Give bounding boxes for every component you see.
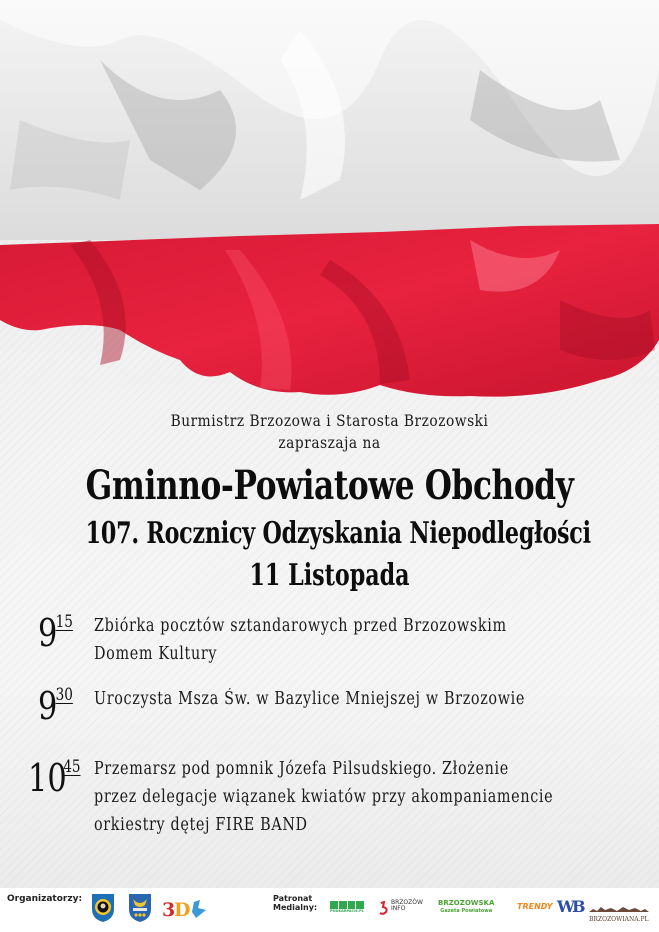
- brzozowska-line: Gazeta Powiatowa: [440, 908, 493, 914]
- brzozow-info-text: [391, 900, 423, 912]
- invite-line-2: zapraszaja na: [278, 433, 381, 452]
- brzozowska-gazeta-logo: [438, 899, 494, 915]
- time-minute: 15: [55, 612, 73, 632]
- brzozow-info-logo: [379, 900, 389, 919]
- wb-logo: WB: [557, 897, 583, 916]
- schedule-time: [38, 684, 73, 728]
- description-line: Uroczysta Msza Św. w Bazylice Mniejszej w Brzozowie: [94, 689, 526, 709]
- trendy-logo: TRENDY: [517, 902, 553, 911]
- invite-line-1: Burmistrz Brzozowa i Starosta Brzozowski: [170, 411, 489, 430]
- description-line: orkiestry dętej FIRE BAND: [94, 815, 308, 835]
- schedule-description: [94, 685, 553, 713]
- description-line: Zbiórka pocztów sztandarowych przed Brzozowskim: [94, 616, 507, 636]
- description-line: Przemarsz pod pomnik Józefa Pilsudskiego. Złożenie: [94, 759, 509, 779]
- svg-text:D: D: [174, 899, 191, 920]
- brzozow-county-coat-of-arms-icon: [128, 893, 152, 927]
- organizers-label: Organizatorzy:: [7, 894, 83, 904]
- media-patrons-label: [273, 894, 317, 912]
- time-hour: 10: [28, 756, 67, 800]
- schedule-description: [94, 612, 553, 668]
- time-minute: 30: [55, 685, 73, 705]
- schedule-description: [94, 755, 553, 839]
- brzozowiana-logo: [589, 897, 649, 923]
- schedule-time: [28, 756, 81, 800]
- bdk-logo-icon: [162, 898, 210, 924]
- brzozowska-line: BRZOZOWSKA: [438, 899, 495, 907]
- time-hour: 9: [38, 684, 58, 728]
- brzozow-info-line: INFO: [391, 905, 406, 912]
- patron-label-line: Patronat: [273, 894, 313, 903]
- brzozow-city-coat-of-arms-icon: [91, 893, 115, 927]
- time-minute: 45: [63, 757, 81, 777]
- info-sub-text: PODKARPACIE.PL: [330, 909, 364, 913]
- brzozow-info-line: BRZOZÓW: [391, 899, 423, 906]
- event-date: 11 Listopada: [249, 558, 410, 593]
- info-podkarpacie-logo: [330, 901, 364, 913]
- description-line: Domem Kultury: [94, 644, 218, 664]
- brzozowiana-text: BRZOZOWIANA.PL: [589, 916, 649, 923]
- schedule-time: [38, 611, 73, 655]
- sponsors-footer: [0, 888, 659, 932]
- polish-flag-image: [0, 0, 659, 410]
- svg-text:3: 3: [162, 899, 176, 920]
- description-line: przez delegacje wiązanek kwiatów przy akompaniamencie: [94, 787, 554, 807]
- time-hour: 9: [38, 611, 58, 655]
- patron-label-line: Medialny:: [273, 903, 318, 912]
- event-subtitle: 107. Rocznicy Odzyskania Niepodległości: [85, 516, 591, 551]
- event-title: Gminno-Powiatowe Obchody: [85, 462, 574, 509]
